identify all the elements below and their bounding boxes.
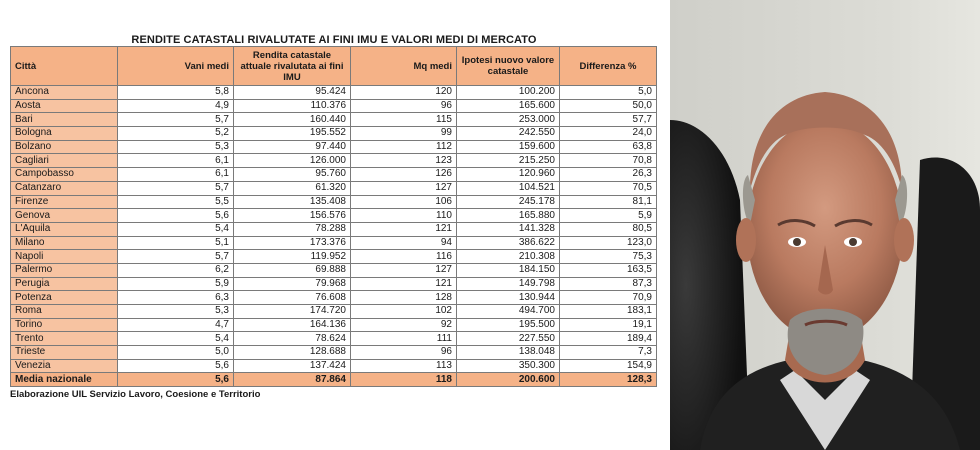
vani-medi-cell: 5,7 (118, 181, 234, 195)
rendita-cell: 135.408 (234, 195, 351, 209)
differenza-cell: 75,3 (560, 250, 657, 264)
rendita-cell: 78.288 (234, 222, 351, 236)
ipotesi-valore-cell: 494.700 (457, 305, 560, 319)
rendita-cell: 164.136 (234, 318, 351, 332)
table-title: RENDITE CATASTALI RIVALUTATE AI FINI IMU E VALORI MEDI DI MERCATO (131, 34, 537, 46)
city-cell: Roma (11, 305, 118, 319)
city-cell: Napoli (11, 250, 118, 264)
vani-medi-cell: 6,2 (118, 263, 234, 277)
vani-medi-cell: 5,4 (118, 222, 234, 236)
ipotesi-valore-cell: 149.798 (457, 277, 560, 291)
table-row (11, 127, 657, 141)
mq-medi-cell: 110 (351, 209, 457, 223)
differenza-cell: 183,1 (560, 305, 657, 319)
ipotesi-valore-cell: 210.308 (457, 250, 560, 264)
ipotesi-valore-cell: 165.880 (457, 209, 560, 223)
rendite-table (10, 46, 657, 387)
table-row (11, 99, 657, 113)
ipotesi-valore-cell: 215.250 (457, 154, 560, 168)
table-footer-row (11, 373, 657, 387)
rendita-cell: 110.376 (234, 99, 351, 113)
rendita-cell: 174.720 (234, 305, 351, 319)
city-cell: Perugia (11, 277, 118, 291)
table-row (11, 154, 657, 168)
mq-medi-cell: 96 (351, 99, 457, 113)
col-header-rendita-catastale: Rendita catastale attuale rivalutata ai fini IMU (234, 47, 351, 86)
mq-medi-cell: 120 (351, 86, 457, 100)
table-row (11, 181, 657, 195)
city-cell: Cagliari (11, 154, 118, 168)
ipotesi-valore-cell: 100.200 (457, 86, 560, 100)
table-row (11, 209, 657, 223)
differenza-cell: 70,9 (560, 291, 657, 305)
footer-vani-medi: 5,6 (118, 373, 234, 387)
table-row (11, 318, 657, 332)
rendita-cell: 156.576 (234, 209, 351, 223)
table-row (11, 346, 657, 360)
differenza-cell: 189,4 (560, 332, 657, 346)
city-cell: Aosta (11, 99, 118, 113)
table-body (11, 86, 657, 373)
table-row (11, 236, 657, 250)
city-cell: Torino (11, 318, 118, 332)
col-header-mq-medi: Mq medi (351, 47, 457, 86)
differenza-cell: 70,5 (560, 181, 657, 195)
rendita-cell: 78.624 (234, 332, 351, 346)
ipotesi-valore-cell: 138.048 (457, 346, 560, 360)
ipotesi-valore-cell: 227.550 (457, 332, 560, 346)
vani-medi-cell: 5,5 (118, 195, 234, 209)
city-cell: Milano (11, 236, 118, 250)
mq-medi-cell: 96 (351, 346, 457, 360)
col-header-vani-medi: Vani medi (118, 47, 234, 86)
differenza-cell: 50,0 (560, 99, 657, 113)
city-cell: Potenza (11, 291, 118, 305)
footer-ipotesi-valore: 200.600 (457, 373, 560, 387)
rendita-cell: 95.760 (234, 168, 351, 182)
vani-medi-cell: 5,2 (118, 127, 234, 141)
table-row (11, 291, 657, 305)
ipotesi-valore-cell: 104.521 (457, 181, 560, 195)
portrait-photo-icon (670, 0, 980, 450)
differenza-cell: 5,0 (560, 86, 657, 100)
city-cell: Catanzaro (11, 181, 118, 195)
vani-medi-cell: 5,4 (118, 332, 234, 346)
vani-medi-cell: 6,1 (118, 154, 234, 168)
footer-label: Media nazionale (11, 373, 118, 387)
table-row (11, 263, 657, 277)
city-cell: Genova (11, 209, 118, 223)
differenza-cell: 163,5 (560, 263, 657, 277)
differenza-cell: 26,3 (560, 168, 657, 182)
ipotesi-valore-cell: 159.600 (457, 140, 560, 154)
col-header-ipotesi-valore: Ipotesi nuovo valore catastale (457, 47, 560, 86)
differenza-cell: 81,1 (560, 195, 657, 209)
mq-medi-cell: 121 (351, 222, 457, 236)
rendita-cell: 76.608 (234, 291, 351, 305)
differenza-cell: 70,8 (560, 154, 657, 168)
table-row (11, 113, 657, 127)
mq-medi-cell: 113 (351, 359, 457, 373)
differenza-cell: 123,0 (560, 236, 657, 250)
city-cell: Venezia (11, 359, 118, 373)
mq-medi-cell: 115 (351, 113, 457, 127)
col-header-differenza: Differenza % (560, 47, 657, 86)
mq-medi-cell: 94 (351, 236, 457, 250)
ipotesi-valore-cell: 350.300 (457, 359, 560, 373)
ipotesi-valore-cell: 184.150 (457, 263, 560, 277)
vani-medi-cell: 4,7 (118, 318, 234, 332)
mq-medi-cell: 126 (351, 168, 457, 182)
vani-medi-cell: 5,1 (118, 236, 234, 250)
mq-medi-cell: 111 (351, 332, 457, 346)
differenza-cell: 87,3 (560, 277, 657, 291)
differenza-cell: 63,8 (560, 140, 657, 154)
vani-medi-cell: 5,6 (118, 209, 234, 223)
footer-rendita: 87.864 (234, 373, 351, 387)
differenza-cell: 57,7 (560, 113, 657, 127)
rendita-cell: 69.888 (234, 263, 351, 277)
ipotesi-valore-cell: 195.500 (457, 318, 560, 332)
rendita-cell: 61.320 (234, 181, 351, 195)
table-row (11, 359, 657, 373)
vani-medi-cell: 6,3 (118, 291, 234, 305)
ipotesi-valore-cell: 386.622 (457, 236, 560, 250)
footer-mq-medi: 118 (351, 373, 457, 387)
table-row (11, 277, 657, 291)
mq-medi-cell: 102 (351, 305, 457, 319)
city-cell: Trieste (11, 346, 118, 360)
table-row (11, 168, 657, 182)
vani-medi-cell: 5,6 (118, 359, 234, 373)
table-row (11, 140, 657, 154)
rendita-cell: 160.440 (234, 113, 351, 127)
table-row (11, 195, 657, 209)
vani-medi-cell: 5,8 (118, 86, 234, 100)
ipotesi-valore-cell: 242.550 (457, 127, 560, 141)
rendita-cell: 137.424 (234, 359, 351, 373)
ipotesi-valore-cell: 130.944 (457, 291, 560, 305)
mq-medi-cell: 123 (351, 154, 457, 168)
rendita-cell: 126.000 (234, 154, 351, 168)
vani-medi-cell: 6,1 (118, 168, 234, 182)
table-row (11, 305, 657, 319)
table-header-row (11, 47, 657, 86)
vani-medi-cell: 5,9 (118, 277, 234, 291)
mq-medi-cell: 92 (351, 318, 457, 332)
ipotesi-valore-cell: 245.178 (457, 195, 560, 209)
vani-medi-cell: 5,7 (118, 113, 234, 127)
table-row (11, 222, 657, 236)
city-cell: L'Aquila (11, 222, 118, 236)
differenza-cell: 5,9 (560, 209, 657, 223)
mq-medi-cell: 128 (351, 291, 457, 305)
mq-medi-cell: 121 (351, 277, 457, 291)
vani-medi-cell: 5,3 (118, 140, 234, 154)
mq-medi-cell: 106 (351, 195, 457, 209)
differenza-cell: 80,5 (560, 222, 657, 236)
ipotesi-valore-cell: 253.000 (457, 113, 560, 127)
city-cell: Bari (11, 113, 118, 127)
ipotesi-valore-cell: 165.600 (457, 99, 560, 113)
vani-medi-cell: 5,3 (118, 305, 234, 319)
mq-medi-cell: 99 (351, 127, 457, 141)
differenza-cell: 154,9 (560, 359, 657, 373)
vani-medi-cell: 5,0 (118, 346, 234, 360)
source-note: Elaborazione UIL Servizio Lavoro, Coesione e Territorio (10, 389, 261, 400)
city-cell: Bologna (11, 127, 118, 141)
rendita-cell: 195.552 (234, 127, 351, 141)
vani-medi-cell: 4,9 (118, 99, 234, 113)
table-row (11, 86, 657, 100)
ipotesi-valore-cell: 120.960 (457, 168, 560, 182)
col-header-citta: Città (11, 47, 118, 86)
mq-medi-cell: 112 (351, 140, 457, 154)
mq-medi-cell: 116 (351, 250, 457, 264)
city-cell: Campobasso (11, 168, 118, 182)
differenza-cell: 24,0 (560, 127, 657, 141)
footer-differenza: 128,3 (560, 373, 657, 387)
ipotesi-valore-cell: 141.328 (457, 222, 560, 236)
rendita-cell: 79.968 (234, 277, 351, 291)
city-cell: Bolzano (11, 140, 118, 154)
mq-medi-cell: 127 (351, 263, 457, 277)
vani-medi-cell: 5,7 (118, 250, 234, 264)
differenza-cell: 19,1 (560, 318, 657, 332)
rendita-cell: 95.424 (234, 86, 351, 100)
rendita-cell: 97.440 (234, 140, 351, 154)
city-cell: Trento (11, 332, 118, 346)
mq-medi-cell: 127 (351, 181, 457, 195)
differenza-cell: 7,3 (560, 346, 657, 360)
city-cell: Ancona (11, 86, 118, 100)
city-cell: Firenze (11, 195, 118, 209)
rendita-cell: 119.952 (234, 250, 351, 264)
table-row (11, 250, 657, 264)
rendita-cell: 173.376 (234, 236, 351, 250)
city-cell: Palermo (11, 263, 118, 277)
table-row (11, 332, 657, 346)
rendita-cell: 128.688 (234, 346, 351, 360)
